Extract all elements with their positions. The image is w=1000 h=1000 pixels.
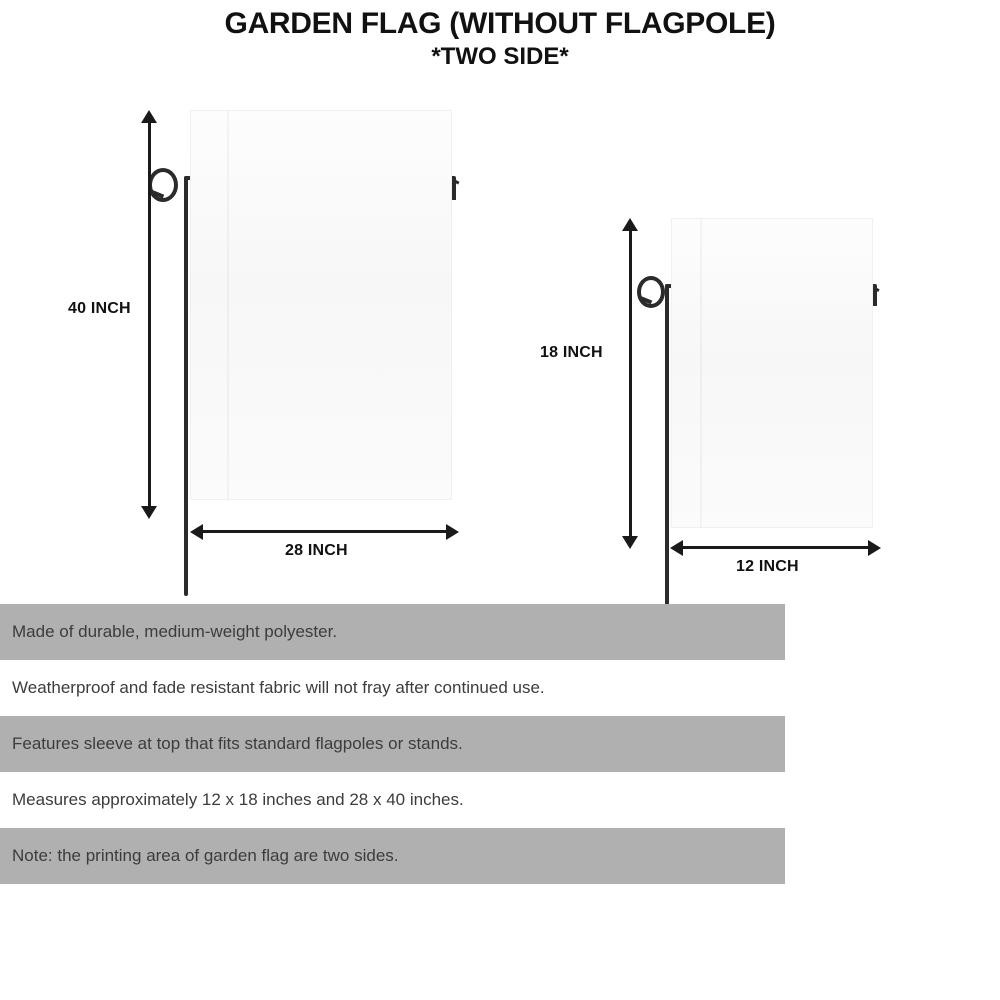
- list-item: [0, 716, 785, 772]
- small-flag-cloth: [671, 218, 873, 528]
- feature-text: Features sleeve at top that fits standard flagpoles or stands.: [12, 734, 463, 753]
- list-item: [0, 828, 785, 884]
- large-flag-height-label: 40 INCH: [68, 300, 131, 317]
- large-flag-width-label: 28 INCH: [285, 542, 348, 559]
- page-title: [0, 6, 1000, 72]
- small-flag-width-arrow-left: [670, 540, 683, 556]
- small-flag-height-arrow-bottom: [622, 536, 638, 549]
- feature-list: [0, 604, 785, 884]
- feature-text: Measures approximately 12 x 18 inches and 28 x 40 inches.: [12, 790, 464, 809]
- small-flag-width-arrow-right: [868, 540, 881, 556]
- small-flag-width-label: 12 INCH: [736, 558, 799, 575]
- small-flag-height-arrow-top: [622, 218, 638, 231]
- feature-text: Weatherproof and fade resistant fabric will not fray after continued use.: [12, 678, 545, 697]
- small-flag-height-dim-line: [629, 230, 632, 536]
- small-flag-width-dim-line: [682, 546, 868, 549]
- large-flag-pole: [184, 176, 188, 596]
- large-flag-height-dim-line: [148, 122, 151, 506]
- large-flag-height-arrow-bottom: [141, 506, 157, 519]
- feature-text: Note: the printing area of garden flag are two sides.: [12, 846, 399, 865]
- large-flag-width-arrow-left: [190, 524, 203, 540]
- feature-text: Made of durable, medium-weight polyester.: [12, 622, 338, 641]
- large-flag-height-arrow-top: [141, 110, 157, 123]
- list-item: [0, 604, 785, 660]
- large-flag-cloth: [190, 110, 452, 500]
- small-flag-pole: [665, 284, 669, 612]
- title-secondary: *TWO SIDE*: [431, 43, 569, 70]
- flag-size-diagram: [0, 80, 1000, 620]
- title-primary: GARDEN FLAG (WITHOUT FLAGPOLE): [224, 7, 776, 40]
- large-flag-width-arrow-right: [446, 524, 459, 540]
- small-flag-height-label: 18 INCH: [540, 344, 603, 361]
- large-flag-width-dim-line: [202, 530, 446, 533]
- list-item: [0, 772, 785, 828]
- list-item: [0, 660, 785, 716]
